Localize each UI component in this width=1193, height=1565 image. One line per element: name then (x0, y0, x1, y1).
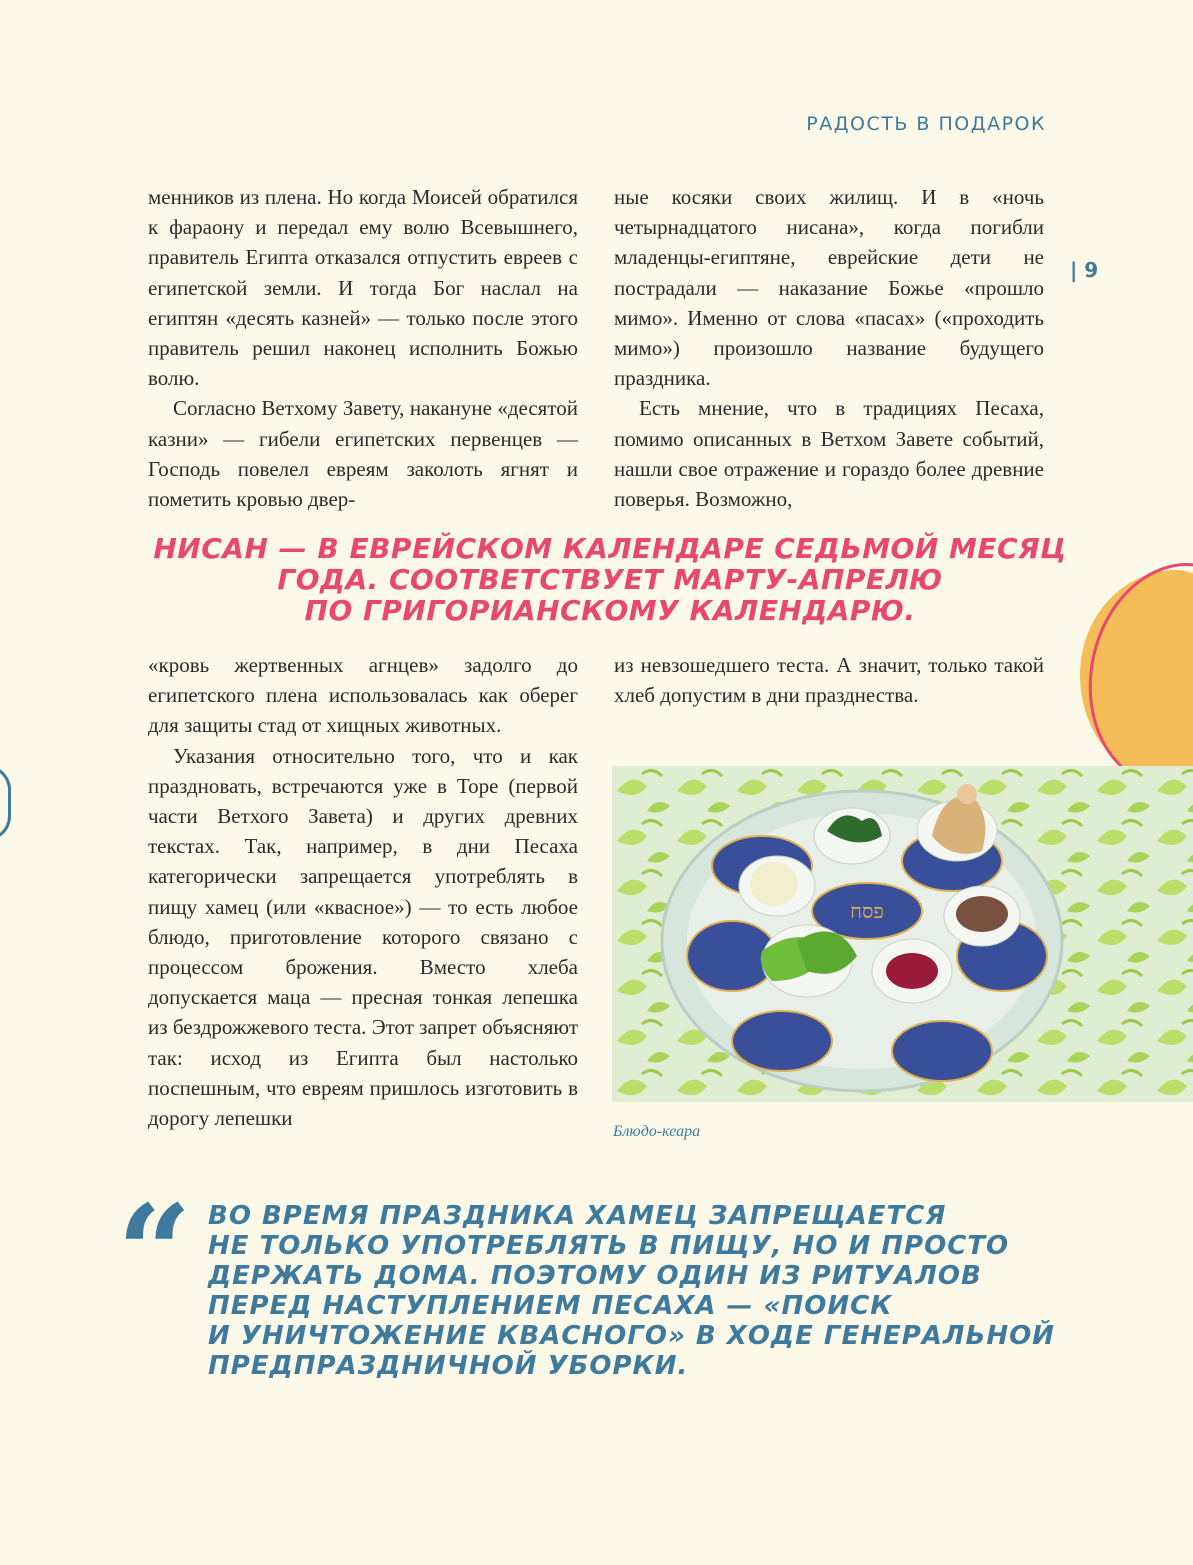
quote-line: ДЕРЖАТЬ ДОМА. ПОЭТОМУ ОДИН ИЗ РИТУАЛОВ (208, 1261, 982, 1291)
callout-line: ПО ГРИГОРИАНСКОМУ КАЛЕНДАРЮ. (304, 594, 916, 627)
paragraph: ные косяки своих жилищ. И в «ночь четырнадцатого нисана», когда погибли младенцы-египтяне, еврейские дети не пострадали — наказание Божье «прошло мимо». Именно от слова «пасах» («проходить мимо») произошло название будущего праздника. (614, 185, 1044, 391)
quote-line: НЕ ТОЛЬКО УПОТРЕБЛЯТЬ В ПИЩУ, НО И ПРОСТО (208, 1231, 1010, 1261)
paragraph: «кровь жертвенных агнцев» задолго до египетского плена использовалась как оберег для защиты стад от хищных животных. (148, 653, 578, 738)
text-column-right-top (614, 182, 1044, 514)
callout-line: ГОДА. СООТВЕТСТВУЕТ МАРТУ-АПРЕЛЮ (277, 563, 943, 596)
quote-line: ПРЕДПРАЗДНИЧНОЙ УБОРКИ. (208, 1351, 689, 1381)
text-column-left-top (148, 182, 578, 514)
paragraph: Есть мнение, что в традициях Песаха, помимо описанных в Ветхом Завете событий, нашли свое отражение и гораздо более древние поверья. Возможно, (614, 396, 1044, 512)
paragraph: из невзошедшего теста. А значит, только такой хлеб допустим в дни празднества. (614, 653, 1044, 708)
page-number: | 9 (1070, 258, 1099, 282)
quote-line: И УНИЧТОЖЕНИЕ КВАСНОГО» В ХОДЕ ГЕНЕРАЛЬНОЙ (208, 1321, 1055, 1351)
paragraph: Согласно Ветхому Завету, накануне «десятой казни» — гибели египетских первенцев — Господь повелел евреям заколоть ягнят и пометить кровью двер- (148, 396, 578, 512)
text-column-left-bottom (148, 650, 578, 1133)
section-title: РАДОСТЬ В ПОДАРОК (806, 113, 1046, 135)
pull-quote (208, 1201, 1088, 1381)
svg-text:פסח: פסח (850, 899, 884, 923)
quote-line: ПЕРЕД НАСТУПЛЕНИЕМ ПЕСАХА — «ПОИСК (208, 1291, 893, 1321)
paragraph: Указания относительно того, что и как праздновать, встречаются уже в Торе (первой части Ветхого Завета) и других древних текстах. Так, например, в дни Песаха категорически запрещается употреблять в пищу хамец (или «квасное») — то есть любое блюдо, приготовление которого связано с процессом брожения. Вместо хлеба допускается маца — пресная тонкая лепешка из бездрожжевого теста. Этот запрет объясняют так: исход из Египта был настолько поспешным, что евреям пришлось изготовить в дорогу лепешки (148, 743, 578, 1131)
quote-line: ВО ВРЕМЯ ПРАЗДНИКА ХАМЕЦ ЗАПРЕЩАЕТСЯ (208, 1201, 947, 1231)
callout-pullquote (150, 533, 1070, 626)
text-column-right-bottom (614, 650, 1044, 710)
decorative-arc (0, 765, 11, 841)
paragraph: менников из плена. Но когда Моисей обратился к фараону и передал ему волю Всевышнего, правитель Египта отказался отпустить евреев с египетской земли. И тогда Бог наслал на египтян «десять казней» — только после этого правитель решил наконец исполнить Божью волю. (148, 185, 578, 391)
quote-mark-icon: “ (117, 1176, 192, 1329)
photo-caption: Блюдо-кеара (613, 1123, 701, 1140)
callout-line: НИСАН — В ЕВРЕЙСКОМ КАЛЕНДАРЕ СЕДЬМОЙ МЕСЯЦ (153, 532, 1067, 565)
seder-plate-illustration (612, 766, 1193, 1102)
seder-plate-photo (612, 766, 1193, 1102)
